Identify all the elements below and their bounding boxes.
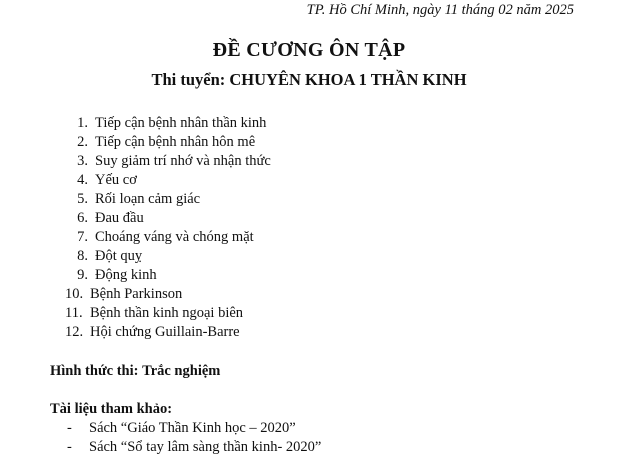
topic-number: 7. [77,229,88,245]
dateline: TP. Hồ Chí Minh, ngày 11 tháng 02 năm 2025 [306,2,574,18]
exam-format-label: Hình thức thi: [50,363,139,379]
topic-list [65,114,271,342]
topic-number: 2. [77,134,88,150]
references-list [67,419,321,457]
topic-text: Tiếp cận bệnh nhân hôn mê [95,134,256,150]
topic-text: Đau đầu [95,210,144,226]
topic-text: Yếu cơ [95,172,137,188]
topic-text: Bệnh Parkinson [90,286,183,302]
topic-number: 9. [77,267,88,283]
topic-text: Choáng váng và chóng mặt [95,229,254,245]
topic-item [65,304,271,323]
topic-item [70,171,271,190]
topic-text: Đột quỵ [95,248,143,264]
topic-number: 8. [77,248,88,264]
topic-number: 5. [77,191,88,207]
topic-text: Động kinh [95,267,157,283]
topic-text: Suy giảm trí nhớ và nhận thức [95,153,271,169]
topic-item [70,152,271,171]
reference-text: Sách “Giáo Thần Kinh học – 2020” [89,420,296,436]
reference-item [67,419,321,438]
topic-item [70,190,271,209]
document-title: ĐỀ CƯƠNG ÔN TẬP [212,39,406,61]
reference-item [67,438,321,457]
reference-bullet: - [67,420,72,436]
topic-item [65,323,271,342]
topic-item [65,285,271,304]
topic-item [70,209,271,228]
references-heading: Tài liệu tham khảo: [50,401,173,417]
exam-format-value: Trắc nghiệm [142,363,221,379]
reference-bullet: - [67,439,72,455]
document-subtitle: Thi tuyển: CHUYÊN KHOA 1 THẦN KINH [151,70,467,89]
topic-text: Hội chứng Guillain-Barre [90,324,240,340]
topic-number: 6. [77,210,88,226]
topic-text: Tiếp cận bệnh nhân thần kinh [95,115,267,131]
topic-number: 12. [65,324,84,340]
topic-number: 10. [65,286,84,302]
topic-number: 11. [65,305,83,321]
topic-item [70,266,271,285]
topic-number: 1. [77,115,88,131]
topic-item [70,114,271,133]
topic-number: 4. [77,172,88,188]
topic-text: Rối loạn cảm giác [95,191,201,207]
topic-text: Bệnh thần kinh ngoại biên [90,305,244,321]
topic-item [70,247,271,266]
exam-format [50,363,220,380]
topic-item [70,228,271,247]
topic-item [70,133,271,152]
topic-number: 3. [77,153,88,169]
reference-text: Sách “Sổ tay lâm sàng thần kinh- 2020” [89,439,322,455]
